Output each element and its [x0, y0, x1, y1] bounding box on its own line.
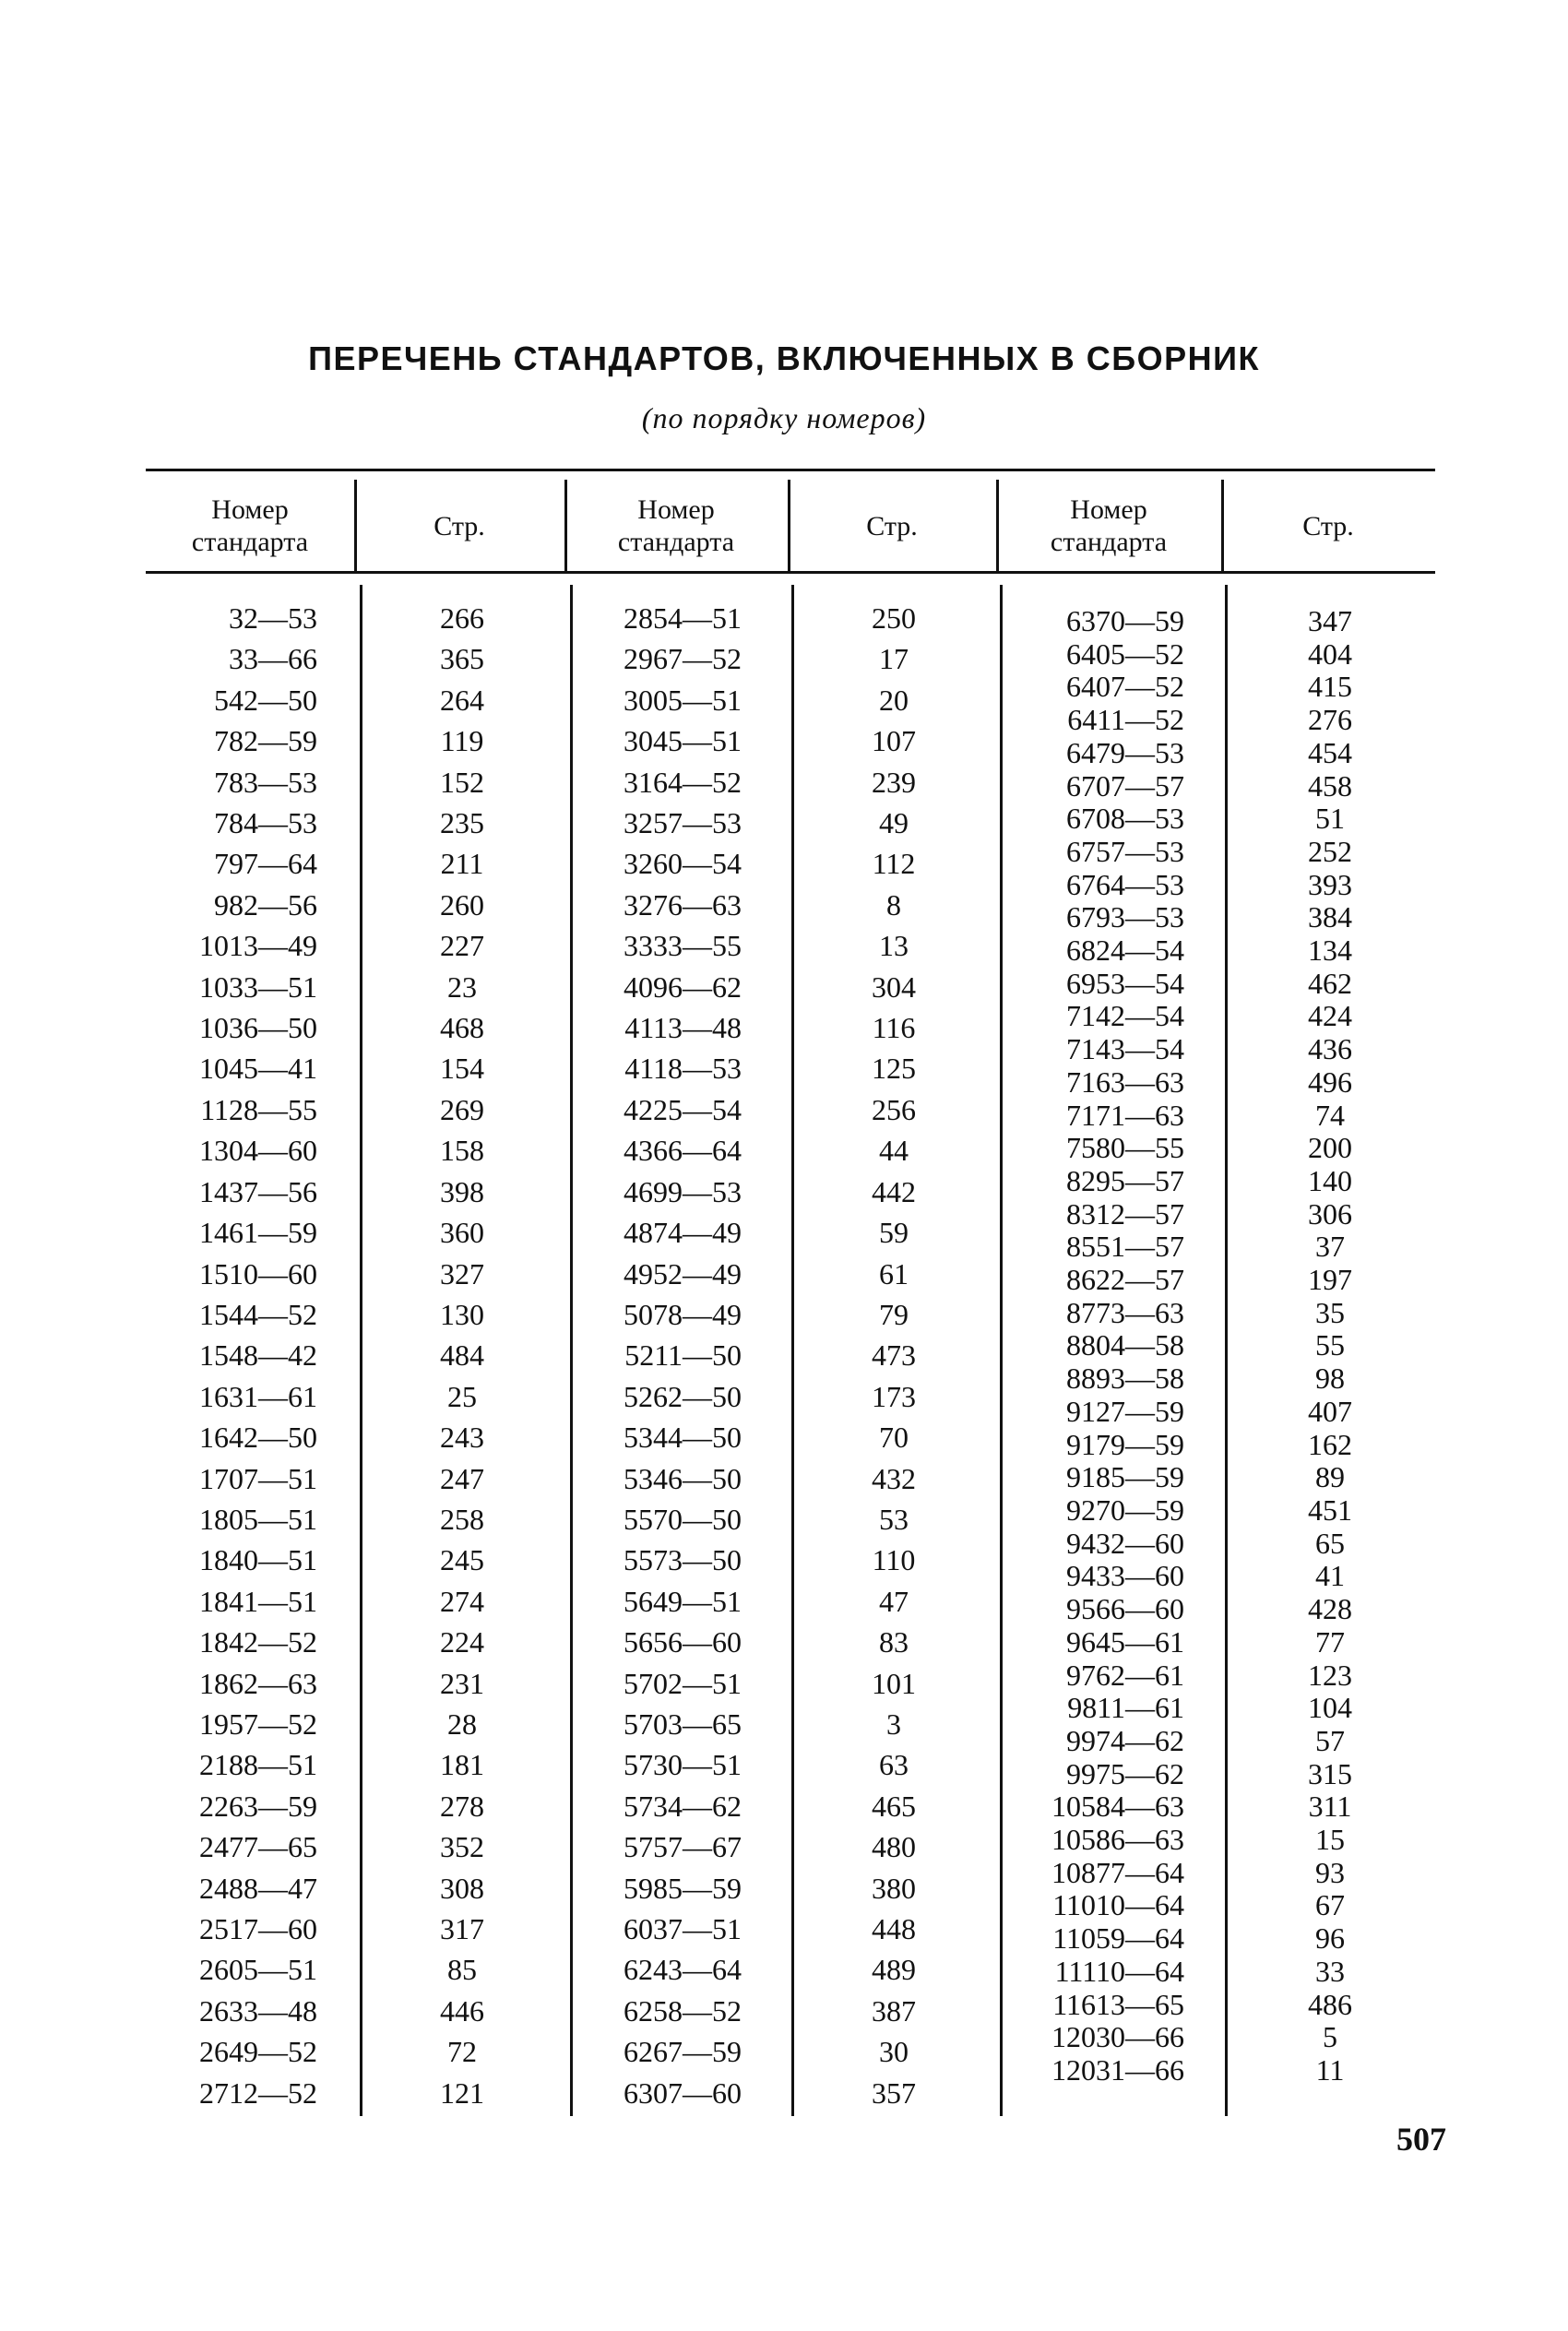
- standard-number-cell: 3045—51: [624, 724, 742, 758]
- page-cell: 442: [872, 1174, 916, 1208]
- page-cell: 352: [440, 1830, 484, 1864]
- standard-number-cell: 6764—53: [1066, 867, 1184, 901]
- standard-number-column-3: [1000, 605, 1184, 2087]
- standard-number-cell: 1013—49: [199, 929, 317, 963]
- standard-number-cell: 11059—64: [1052, 1921, 1184, 1956]
- standard-number-cell: 4225—54: [624, 1092, 742, 1126]
- standard-number-cell: 10877—64: [1051, 1855, 1184, 1889]
- page-cell: 37: [1315, 1230, 1345, 1264]
- standard-number-cell: 784—53: [214, 806, 317, 840]
- page-cell: 101: [872, 1666, 916, 1700]
- standard-number-cell: 5570—50: [624, 1502, 742, 1536]
- standard-number-cell: 2263—59: [199, 1789, 317, 1823]
- page-cell: 235: [440, 806, 484, 840]
- standard-number-cell: 9432—60: [1066, 1526, 1184, 1560]
- standard-number-cell: 3164—52: [624, 765, 742, 799]
- standard-number-cell: 5703—65: [624, 1707, 742, 1741]
- page-cell: 404: [1308, 636, 1352, 671]
- standard-number-cell: 2649—52: [199, 2035, 317, 2069]
- page-cell: 33: [1315, 1954, 1345, 1988]
- standard-number-cell: 11110—64: [1054, 1954, 1184, 1988]
- page-cell: 428: [1308, 1592, 1352, 1626]
- page-cell: 121: [440, 2075, 484, 2110]
- standard-number-cell: 5985—59: [624, 1871, 742, 1905]
- standard-number-cell: 6370—59: [1066, 604, 1184, 637]
- page-cell: 20: [879, 683, 909, 717]
- standard-number-cell: 5730—51: [624, 1748, 742, 1782]
- standard-number-cell: 1128—55: [200, 1092, 317, 1126]
- standard-number-cell: 6258—52: [624, 1993, 742, 2028]
- page-cell: 15: [1315, 1823, 1345, 1857]
- page-cell: 227: [440, 929, 484, 963]
- page-cell: 384: [1308, 900, 1352, 934]
- page-cell: 269: [440, 1092, 484, 1126]
- page-cell: 8: [886, 887, 901, 922]
- standard-number-cell: 9566—60: [1066, 1592, 1184, 1626]
- page-cell: 465: [872, 1789, 916, 1823]
- standard-number-cell: 6411—52: [1067, 703, 1184, 737]
- page-cell: 432: [872, 1461, 916, 1495]
- standard-number-cell: 6243—64: [624, 1953, 742, 1987]
- standard-number-cell: 5734—62: [624, 1789, 742, 1823]
- page-cell: 173: [872, 1379, 916, 1413]
- page-cell: 387: [872, 1993, 916, 2028]
- page-cell: 454: [1308, 735, 1352, 769]
- standard-number-cell: 2605—51: [199, 1953, 317, 1987]
- page-cell: 49: [879, 806, 909, 840]
- page-cell: 116: [872, 1011, 916, 1045]
- page-cell: 200: [1308, 1131, 1352, 1165]
- page-cell: 468: [440, 1011, 484, 1045]
- page-cell: 224: [440, 1625, 484, 1659]
- page-cell: 315: [1308, 1756, 1352, 1790]
- page-cell: 357: [872, 2075, 916, 2110]
- standard-number-cell: 3257—53: [624, 806, 742, 840]
- standard-number-cell: 12030—66: [1051, 2020, 1184, 2054]
- standard-number-cell: 6407—52: [1066, 670, 1184, 704]
- standard-number-cell: 9179—59: [1066, 1427, 1184, 1461]
- standard-number-cell: 4952—49: [624, 1256, 742, 1290]
- page-cell: 451: [1308, 1493, 1352, 1527]
- standard-number-cell: 7163—63: [1066, 1064, 1184, 1099]
- standard-number-cell: 7142—54: [1066, 999, 1184, 1033]
- standard-number-cell: 6267—59: [624, 2035, 742, 2069]
- page-cell: 250: [872, 601, 916, 635]
- page-cell: 448: [872, 1912, 916, 1945]
- standard-number-cell: 5344—50: [624, 1421, 742, 1455]
- standard-number-cell: 4874—49: [624, 1216, 742, 1250]
- page-cell: 110: [872, 1543, 916, 1577]
- standard-number-cell: 1548—42: [199, 1338, 317, 1373]
- page-cell: 473: [872, 1338, 916, 1373]
- standard-number-cell: 6757—53: [1066, 834, 1184, 868]
- standard-number-cell: 8312—57: [1066, 1196, 1184, 1231]
- header-number-line2: стандарта: [1050, 527, 1168, 557]
- page-cell: 197: [1308, 1263, 1352, 1297]
- standard-number-cell: 7143—54: [1066, 1032, 1184, 1066]
- standard-number-cell: 9645—61: [1066, 1624, 1184, 1659]
- standard-number-cell: 1033—51: [199, 969, 317, 1004]
- page-cell: 125: [872, 1052, 916, 1086]
- page-cell: 158: [440, 1134, 484, 1168]
- page-cell: 480: [872, 1830, 916, 1864]
- page-cell: 83: [879, 1625, 909, 1659]
- page-cell: 462: [1308, 966, 1352, 1000]
- page-cell: 489: [872, 1953, 916, 1987]
- header-page-2: [788, 483, 996, 568]
- page-cell: 278: [440, 1789, 484, 1823]
- page-cell: 13: [879, 929, 909, 963]
- standard-number-cell: 782—59: [214, 724, 317, 758]
- standard-number-cell: 12031—66: [1051, 2052, 1184, 2087]
- page-cell: 41: [1315, 1559, 1345, 1593]
- standard-number-cell: 9185—59: [1066, 1460, 1184, 1494]
- standard-number-cell: 5573—50: [624, 1543, 742, 1577]
- page-cell: 3: [886, 1707, 901, 1741]
- page-cell: 130: [440, 1297, 484, 1331]
- page-cell: 79: [879, 1297, 909, 1331]
- standard-number-cell: 982—56: [214, 887, 317, 922]
- page-cell: 89: [1315, 1460, 1345, 1494]
- standard-number-cell: 1841—51: [199, 1584, 317, 1618]
- standard-number-cell: 1862—63: [199, 1666, 317, 1700]
- standard-number-cell: 10584—63: [1051, 1790, 1184, 1824]
- page-cell: 239: [872, 765, 916, 799]
- page-cell: 25: [447, 1379, 477, 1413]
- page-cell: 415: [1308, 670, 1352, 704]
- standard-number-cell: 1036—50: [199, 1011, 317, 1045]
- page-cell: 486: [1308, 1987, 1352, 2021]
- standard-number-cell: 2854—51: [624, 601, 742, 635]
- page-cell: 17: [879, 642, 909, 676]
- standard-number-cell: 4699—53: [624, 1174, 742, 1208]
- header-number-3: [996, 483, 1221, 568]
- standard-number-cell: 8551—57: [1066, 1230, 1184, 1264]
- standard-number-cell: 3333—55: [624, 929, 742, 963]
- page-cell: 11: [1315, 2052, 1345, 2087]
- header-divider: [996, 480, 999, 574]
- standards-table: [146, 469, 1435, 2118]
- header-number-line1: Номер: [211, 494, 289, 525]
- standard-number-cell: 4366—64: [624, 1134, 742, 1168]
- page-cell: 258: [440, 1502, 484, 1536]
- page-cell: 47: [879, 1584, 909, 1618]
- page-cell: 30: [879, 2035, 909, 2069]
- page-cell: 327: [440, 1256, 484, 1290]
- page-cell: 44: [879, 1134, 909, 1168]
- standard-number-cell: 9974—62: [1066, 1723, 1184, 1757]
- standard-number-cell: 1957—52: [199, 1707, 317, 1741]
- page-cell: 245: [440, 1543, 484, 1577]
- page-cell: 55: [1315, 1328, 1345, 1362]
- page-cell: 256: [872, 1092, 916, 1126]
- page-cell: 393: [1308, 867, 1352, 901]
- standard-number-cell: 1842—52: [199, 1625, 317, 1659]
- standard-number-cell: 2188—51: [199, 1748, 317, 1782]
- page-cell: 317: [440, 1912, 484, 1945]
- page-cell: 247: [440, 1461, 484, 1495]
- page-cell: 243: [440, 1421, 484, 1455]
- page-cell: 365: [440, 642, 484, 676]
- page-cell: 181: [440, 1748, 484, 1782]
- standard-number-cell: 8295—57: [1066, 1163, 1184, 1197]
- page-column-1: [360, 598, 564, 2113]
- standard-number-cell: 5262—50: [624, 1379, 742, 1413]
- standard-number-cell: 797—64: [214, 847, 317, 881]
- page-cell: 264: [440, 683, 484, 717]
- standard-number-cell: 10586—63: [1051, 1823, 1184, 1857]
- standard-number-cell: 4096—62: [624, 969, 742, 1004]
- header-number-2: [564, 483, 788, 568]
- page-cell: 276: [1308, 703, 1352, 737]
- table-top-rule: [146, 469, 1435, 471]
- standard-number-cell: 4118—53: [624, 1052, 742, 1086]
- page-cell: 72: [447, 2035, 477, 2069]
- standard-number-cell: 6708—53: [1066, 802, 1184, 836]
- standard-number-cell: 1544—52: [199, 1297, 317, 1331]
- standard-number-cell: 9270—59: [1066, 1493, 1184, 1527]
- page-cell: 63: [879, 1748, 909, 1782]
- page-cell: 5: [1323, 2020, 1337, 2054]
- page-cell: 231: [440, 1666, 484, 1700]
- page-cell: 260: [440, 887, 484, 922]
- page-cell: 306: [1308, 1196, 1352, 1231]
- page-cell: 74: [1315, 1098, 1345, 1132]
- page-cell: 424: [1308, 999, 1352, 1033]
- standard-number-cell: 1631—61: [199, 1379, 317, 1413]
- standard-number-cell: 6793—53: [1066, 900, 1184, 934]
- standard-number-cell: 6824—54: [1066, 934, 1184, 968]
- page-cell: 134: [1308, 934, 1352, 968]
- header-number-1: [146, 483, 354, 568]
- standard-number-cell: 9433—60: [1066, 1559, 1184, 1593]
- page-cell: 67: [1315, 1888, 1345, 1922]
- page-cell: 308: [440, 1871, 484, 1905]
- page-title: ПЕРЕЧЕНЬ СТАНДАРТОВ, ВКЛЮЧЕННЫХ В СБОРНИК: [308, 339, 1260, 377]
- page-cell: 96: [1315, 1921, 1345, 1956]
- standard-number-cell: 6307—60: [624, 2075, 742, 2110]
- page-cell: 104: [1308, 1691, 1352, 1725]
- page-cell: 98: [1315, 1362, 1345, 1396]
- header-number-line1: Номер: [637, 494, 715, 525]
- page-cell: 380: [872, 1871, 916, 1905]
- standard-number-cell: 1304—60: [199, 1134, 317, 1168]
- standard-number-cell: 1461—59: [199, 1216, 317, 1250]
- page-cell: 119: [440, 724, 484, 758]
- page-number: 507: [1396, 2121, 1446, 2158]
- page-cell: 123: [1308, 1658, 1352, 1692]
- standard-number-cell: 8804—58: [1066, 1328, 1184, 1362]
- page-cell: 35: [1315, 1295, 1345, 1329]
- header-page-3: [1221, 483, 1435, 568]
- page-cell: 496: [1308, 1064, 1352, 1099]
- standard-number-cell: 9127—59: [1066, 1394, 1184, 1428]
- standard-number-cell: 9762—61: [1066, 1658, 1184, 1692]
- header-number-line2: стандарта: [191, 527, 309, 557]
- standard-number-cell: 2517—60: [199, 1912, 317, 1945]
- standard-number-cell: 2488—47: [199, 1871, 317, 1905]
- standard-number-cell: 1707—51: [199, 1461, 317, 1495]
- page-cell: 304: [872, 969, 916, 1004]
- standard-number-cell: 11010—64: [1052, 1888, 1184, 1922]
- page-cell: 446: [440, 1993, 484, 2028]
- page-cell: 252: [1308, 834, 1352, 868]
- standard-number-cell: 2712—52: [199, 2075, 317, 2110]
- page-column-3: [1225, 605, 1435, 2087]
- page-cell: 51: [1315, 802, 1345, 836]
- standard-number-cell: 8893—58: [1066, 1362, 1184, 1396]
- table-header-rule: [146, 571, 1435, 574]
- page-cell: 436: [1308, 1032, 1352, 1066]
- standard-number-cell: 2477—65: [199, 1830, 317, 1864]
- standard-number-cell: 1642—50: [199, 1421, 317, 1455]
- standard-number-cell: 5656—60: [624, 1625, 742, 1659]
- page-subtitle: (по порядку номеров): [641, 401, 927, 434]
- standard-number-cell: 5211—50: [624, 1338, 742, 1373]
- page-cell: 107: [872, 724, 916, 758]
- standard-number-cell: 2633—48: [199, 1993, 317, 2028]
- page-cell: 211: [440, 847, 484, 881]
- standard-number-cell: 7580—55: [1066, 1131, 1184, 1165]
- standard-number-cell: 1045—41: [199, 1052, 317, 1086]
- standard-number-cell: 5649—51: [624, 1584, 742, 1618]
- standard-number-cell: 3260—54: [624, 847, 742, 881]
- page-cell: 77: [1315, 1624, 1345, 1659]
- standard-number-cell: 6953—54: [1066, 966, 1184, 1000]
- page-cell: 152: [440, 765, 484, 799]
- standard-number-column-1: [146, 598, 317, 2113]
- header-divider: [1221, 480, 1224, 574]
- header-page-label: Стр.: [1302, 510, 1354, 541]
- standard-number-cell: 1840—51: [199, 1543, 317, 1577]
- standard-number-cell: 7171—63: [1066, 1098, 1184, 1132]
- standard-number-cell: 783—53: [214, 765, 317, 799]
- page-cell: 140: [1308, 1163, 1352, 1197]
- standard-number-cell: 6405—52: [1066, 636, 1184, 671]
- header-page-label: Стр.: [434, 510, 485, 541]
- page-cell: 23: [447, 969, 477, 1004]
- standard-number-cell: 5757—67: [624, 1830, 742, 1864]
- header-page-label: Стр.: [866, 510, 918, 541]
- page-cell: 112: [872, 847, 916, 881]
- standard-number-cell: 1805—51: [199, 1502, 317, 1536]
- standard-number-cell: 4113—48: [624, 1011, 742, 1045]
- header-number-line1: Номер: [1070, 494, 1147, 525]
- page-cell: 61: [879, 1256, 909, 1290]
- page-cell: 57: [1315, 1723, 1345, 1757]
- header-page-1: [354, 483, 564, 568]
- page-cell: 53: [879, 1502, 909, 1536]
- standard-number-cell: 9975—62: [1066, 1756, 1184, 1790]
- standard-number-cell: 5346—50: [624, 1461, 742, 1495]
- page-cell: 162: [1308, 1427, 1352, 1461]
- page-cell: 70: [879, 1421, 909, 1455]
- standard-number-cell: 6037—51: [624, 1912, 742, 1945]
- page-cell: 398: [440, 1174, 484, 1208]
- standard-number-cell: 11613—65: [1052, 1987, 1184, 2021]
- page-cell: 360: [440, 1216, 484, 1250]
- standard-number-cell: 3276—63: [624, 887, 742, 922]
- header-divider: [564, 480, 567, 574]
- page-cell: 407: [1308, 1394, 1352, 1428]
- page-cell: 154: [440, 1052, 484, 1086]
- page-cell: 28: [447, 1707, 477, 1741]
- standard-number-cell: 1510—60: [199, 1256, 317, 1290]
- page-cell: 59: [879, 1216, 909, 1250]
- page-cell: 458: [1308, 768, 1352, 803]
- page-cell: 347: [1308, 604, 1352, 637]
- page-cell: 311: [1308, 1790, 1352, 1824]
- header-number-line2: стандарта: [617, 527, 735, 557]
- page-cell: 266: [440, 601, 484, 635]
- standard-number-cell: 2967—52: [624, 642, 742, 676]
- page-cell: 274: [440, 1584, 484, 1618]
- standard-number-cell: 32—53: [229, 601, 317, 635]
- standard-number-cell: 6707—57: [1066, 768, 1184, 803]
- standard-number-cell: 9811—61: [1067, 1691, 1184, 1725]
- standard-number-cell: 8773—63: [1066, 1295, 1184, 1329]
- header-divider: [354, 480, 357, 574]
- header-divider: [788, 480, 790, 574]
- page-column-2: [791, 598, 996, 2113]
- standard-number-cell: 6479—53: [1066, 735, 1184, 769]
- standard-number-cell: 33—66: [229, 642, 317, 676]
- standard-number-cell: 542—50: [214, 683, 317, 717]
- standard-number-column-2: [570, 598, 742, 2113]
- page-cell: 93: [1315, 1855, 1345, 1889]
- standard-number-cell: 1437—56: [199, 1174, 317, 1208]
- standard-number-cell: 5078—49: [624, 1297, 742, 1331]
- page-cell: 484: [440, 1338, 484, 1373]
- page-cell: 85: [447, 1953, 477, 1987]
- standard-number-cell: 3005—51: [624, 683, 742, 717]
- standard-number-cell: 5702—51: [624, 1666, 742, 1700]
- standard-number-cell: 8622—57: [1066, 1263, 1184, 1297]
- page-cell: 65: [1315, 1526, 1345, 1560]
